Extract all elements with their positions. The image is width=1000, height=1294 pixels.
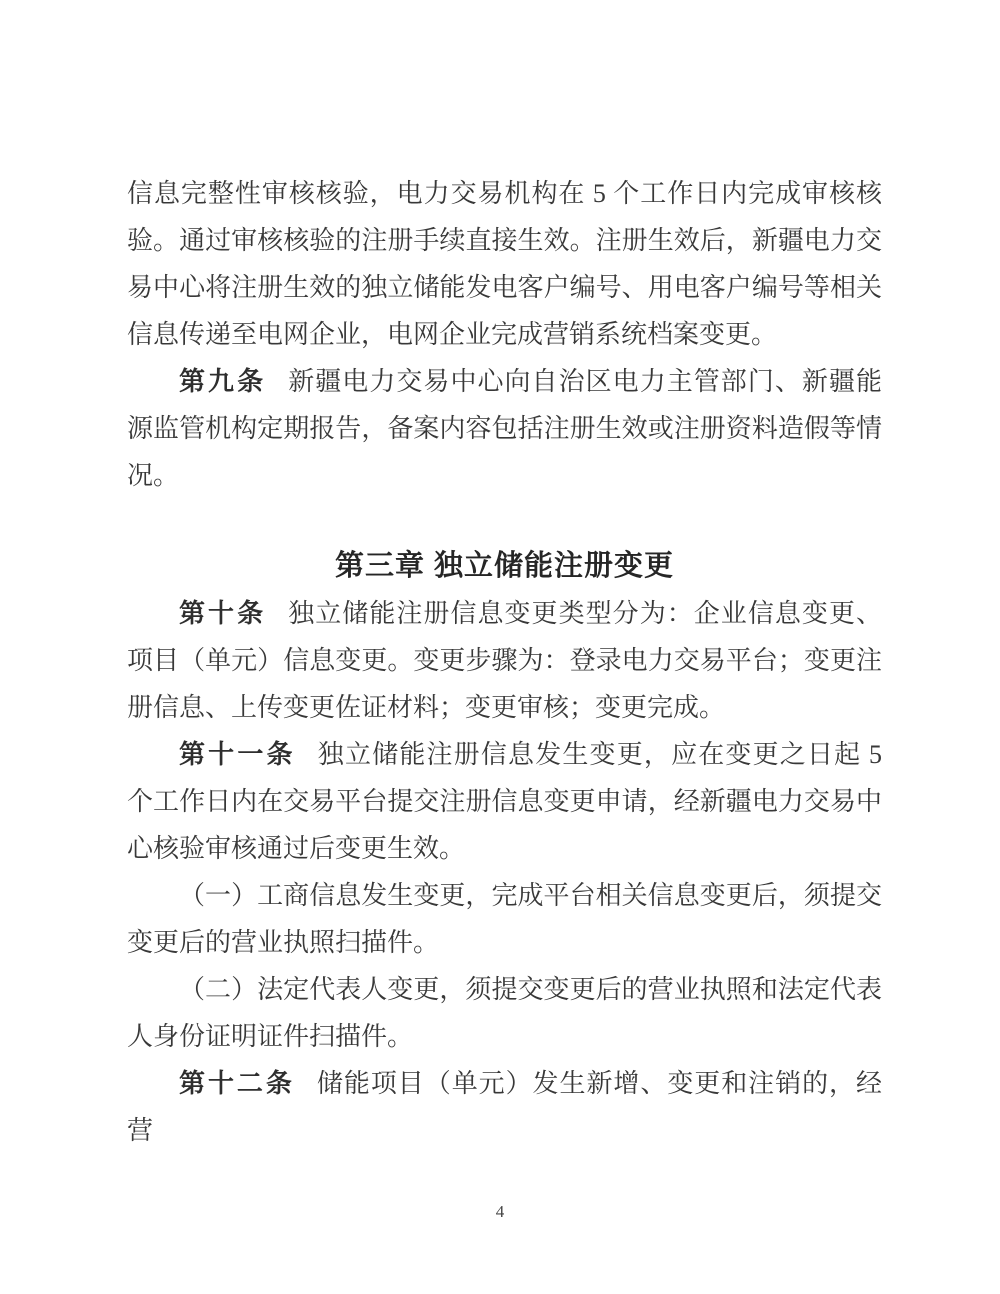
paragraph-article-11 bbox=[127, 731, 882, 872]
paragraph-text: （一）工商信息发生变更，完成平台相关信息变更后，须提交变更后的营业执照扫描件。 bbox=[127, 881, 882, 957]
paragraph-continuation bbox=[127, 170, 882, 358]
page-content bbox=[127, 170, 882, 1154]
paragraph-text: 信息完整性审核核验，电力交易机构在 5 个工作日内完成审核核验。通过审核核验的注册手续直接生效。注册生效后，新疆电力交易中心将注册生效的独立储能发电客户编号、用电客户编号等相关信息传递至电网企业，电网企业完成营销系统档案变更。 bbox=[127, 179, 882, 349]
page-number: 4 bbox=[495, 1202, 505, 1221]
article-number-9: 第九条 bbox=[179, 367, 267, 396]
article-number-11: 第十一条 bbox=[179, 740, 296, 769]
paragraph-text: （二）法定代表人变更，须提交变更后的营业执照和法定代表人身份证明证件扫描件。 bbox=[127, 975, 882, 1051]
article-number-12: 第十二条 bbox=[179, 1069, 295, 1098]
article-number-10: 第十条 bbox=[179, 599, 267, 628]
paragraph-item-2 bbox=[127, 966, 882, 1060]
chapter-heading: 第三章 独立储能注册变更 bbox=[334, 550, 675, 582]
paragraph-text: 独立储能注册信息发生变更，应在变更之日起 5 个工作日内在交易平台提交注册信息变更申请，经新疆电力交易中心核验审核通过后变更生效。 bbox=[127, 740, 882, 863]
paragraph-item-1 bbox=[127, 872, 882, 966]
paragraph-article-10 bbox=[127, 590, 882, 731]
paragraph-text: 独立储能注册信息变更类型分为：企业信息变更、项目（单元）信息变更。变更步骤为：登录电力交易平台；变更注册信息、上传变更佐证材料；变更审核；变更完成。 bbox=[127, 599, 882, 722]
paragraph-text: 新疆电力交易中心向自治区电力主管部门、新疆能源监管机构定期报告，备案内容包括注册生效或注册资料造假等情况。 bbox=[127, 367, 882, 490]
paragraph-text: 储能项目（单元）发生新增、变更和注销的，经营 bbox=[127, 1069, 882, 1145]
paragraph-article-9 bbox=[127, 358, 882, 499]
paragraph-article-12 bbox=[127, 1060, 882, 1154]
